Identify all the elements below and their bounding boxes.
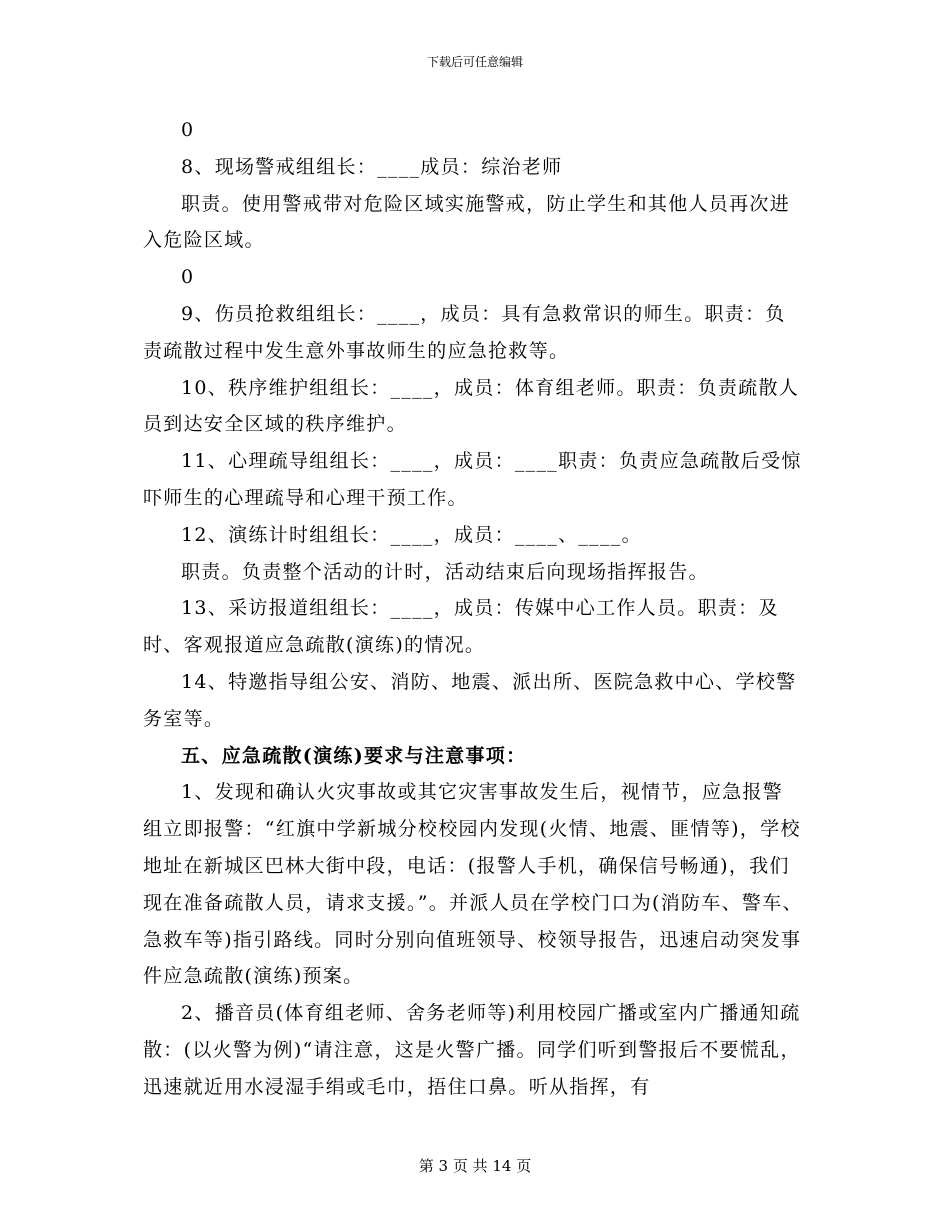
paragraph: 8、现场警戒组组长：____成员：综治老师 xyxy=(181,155,563,178)
paragraph: 11、心理疏导组组长：____，成员：____职责：负责应急疏散后受惊吓师生的心理疏导和心理干预工作。 xyxy=(143,450,802,509)
paragraph: 0 xyxy=(181,266,195,289)
document-body xyxy=(143,112,803,1106)
paragraph: 职责。使用警戒带对危险区域实施警戒，防止学生和其他人员再次进入危险区域。 xyxy=(143,192,791,252)
paragraph: 职责。负责整个活动的计时，活动结束后向现场指挥报告。 xyxy=(181,560,709,583)
paragraph: 12、演练计时组组长：____，成员：____、____。 xyxy=(181,523,642,546)
page-header: 下载后可任意编辑 xyxy=(426,55,523,69)
paragraph: 0 xyxy=(181,119,195,141)
paragraph: 2、播音员(体育组老师、舍务老师等)利用校园广播或室内广播通知疏散：(以火警为例)“请注意，这是火警广播。同学们听到警报后不要慌乱，迅速就近用水浸湿手绢或毛巾，捂住口鼻。听从指挥，有 xyxy=(143,1002,801,1098)
paragraph: 10、秩序维护组组长：____，成员：体育组老师。职责：负责疏散人员到达安全区域的秩序维护。 xyxy=(143,376,800,436)
paragraph: 13、采访报道组组长：____，成员：传媒中心工作人员。职责：及时、客观报道应急疏散(演练)的情况。 xyxy=(143,597,779,657)
paragraph: 1、发现和确认火灾事故或其它灾害事故发生后，视情节，应急报警组立即报警：“红旗中学新城分校校园内发现(火情、地震、匪情等)，学校地址在新城区巴林大街中段，电话：(报警人手机，确保信号畅通)，我们现在准备疏散人员，请求支援。”。并派人员在学校门口为(消防车、警车、急救车等)指引路线。同时分别向值班领导、校领导报告，迅速启动突发事件应急疏散(演练)预案。 xyxy=(143,781,803,988)
section-heading: 五、应急疏散(演练)要求与注意事项： xyxy=(181,744,527,767)
paragraph: 9、伤员抢救组组长：____，成员：具有急救常识的师生。职责：负责疏散过程中发生意外事故师生的应急抢救等。 xyxy=(143,302,786,362)
page-footer: 第 3 页 共 14 页 xyxy=(418,1157,532,1175)
paragraph: 14、特邀指导组公安、消防、地震、派出所、医院急救中心、学校警务室等。 xyxy=(143,670,797,730)
